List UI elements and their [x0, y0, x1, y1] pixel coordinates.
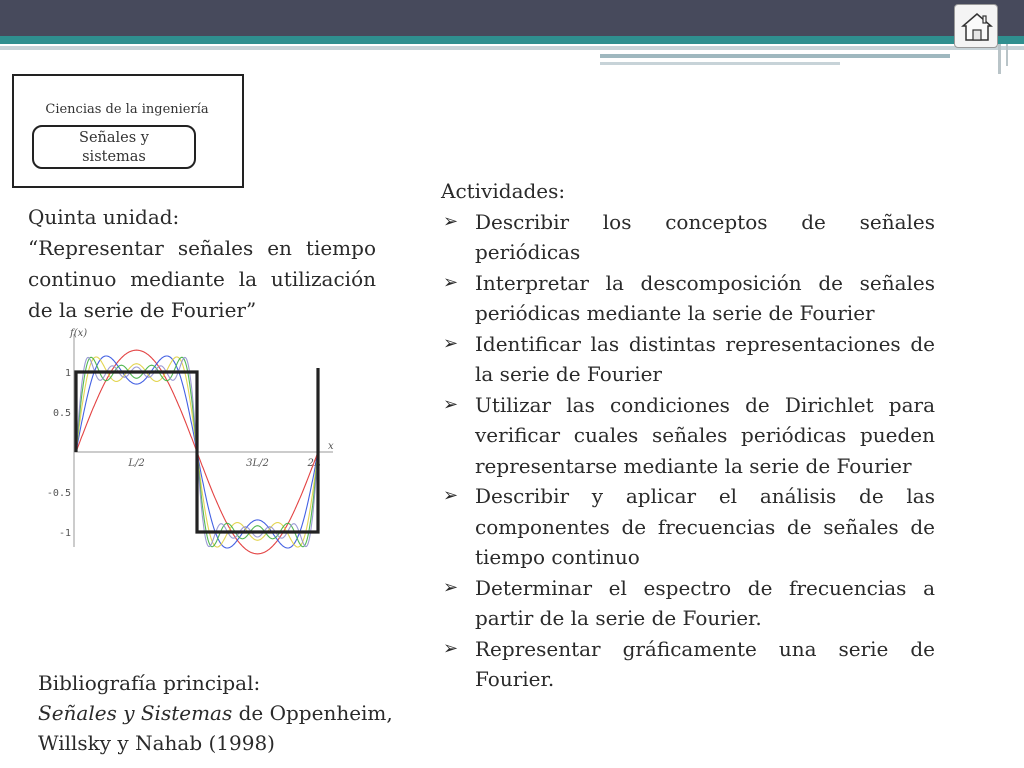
course-area: Ciencias de la ingeniería: [45, 102, 209, 117]
x-tick-label: L/2: [128, 458, 145, 469]
header-divider: [600, 54, 950, 58]
book-title: Señales y Sistemas: [38, 701, 233, 725]
activities-section: [441, 176, 935, 695]
header-divider: [1006, 44, 1008, 66]
fourier-series-chart: [28, 322, 348, 572]
header-bar: [0, 0, 1024, 36]
arrow-bullet-icon: ➢: [443, 210, 459, 232]
subject-pill: [32, 125, 196, 169]
y-tick-label: 1: [64, 368, 71, 379]
list-item: ➢ Utilizar las condiciones de Dirichlet para verificar cuales señales periódicas pueden representarse mediante la serie de Fourier: [441, 390, 935, 482]
y-tick-label: 0.5: [52, 408, 71, 419]
subject-name-line2: sistemas: [82, 149, 146, 165]
unit-objective: “Representar señales en tiempo continuo mediante la utilización de la serie de Fourier”: [28, 236, 376, 322]
home-icon: [961, 11, 993, 43]
x-tick-label: 3L/2: [246, 458, 269, 469]
bibliography-label: Bibliografía principal:: [38, 671, 261, 695]
list-item: ➢ Describir y aplicar el análisis de las componentes de frecuencias de señales de tiempo continuo: [441, 481, 935, 573]
arrow-bullet-icon: ➢: [443, 637, 459, 659]
list-item: ➢ Interpretar la descomposición de señales periódicas mediante la serie de Fourier: [441, 268, 935, 329]
x-tick-label: 2L: [307, 458, 321, 469]
header-accent-bar: [0, 36, 1024, 44]
bibliography: [38, 668, 448, 758]
arrow-bullet-icon: ➢: [443, 332, 459, 354]
list-item: ➢ Representar gráficamente una serie de Fourier.: [441, 634, 935, 695]
arrow-bullet-icon: ➢: [443, 576, 459, 598]
activities-list: [441, 207, 935, 695]
arrow-bullet-icon: ➢: [443, 393, 459, 415]
list-item: ➢ Identificar las distintas representaciones de la serie de Fourier: [441, 329, 935, 390]
unit-heading: Quinta unidad:: [28, 205, 180, 229]
bibliography-ref-line1: [38, 698, 448, 728]
unit-description: [28, 202, 376, 326]
header-divider: [998, 44, 1001, 74]
header-divider: [600, 62, 840, 65]
book-authors: de Oppenheim,: [232, 701, 393, 725]
arrow-bullet-icon: ➢: [443, 271, 459, 293]
arrow-bullet-icon: ➢: [443, 485, 459, 506]
list-item: ➢ Determinar el espectro de frecuencias a partir de la serie de Fourier.: [441, 573, 935, 634]
y-tick-label: -1: [58, 528, 71, 539]
series-line: [76, 368, 321, 532]
activities-title: Actividades:: [441, 179, 566, 203]
y-axis-label: f(x): [70, 328, 88, 339]
header-divider: [0, 46, 1024, 50]
list-item: ➢ Describir los conceptos de señales periódicas: [441, 207, 935, 268]
home-button[interactable]: [954, 4, 998, 48]
bibliography-ref-line2: Willsky y Nahab (1998): [38, 731, 275, 755]
x-axis-label: x: [328, 441, 334, 452]
y-tick-label: -0.5: [46, 488, 71, 499]
subject-name-line1: Señales y: [79, 130, 149, 146]
